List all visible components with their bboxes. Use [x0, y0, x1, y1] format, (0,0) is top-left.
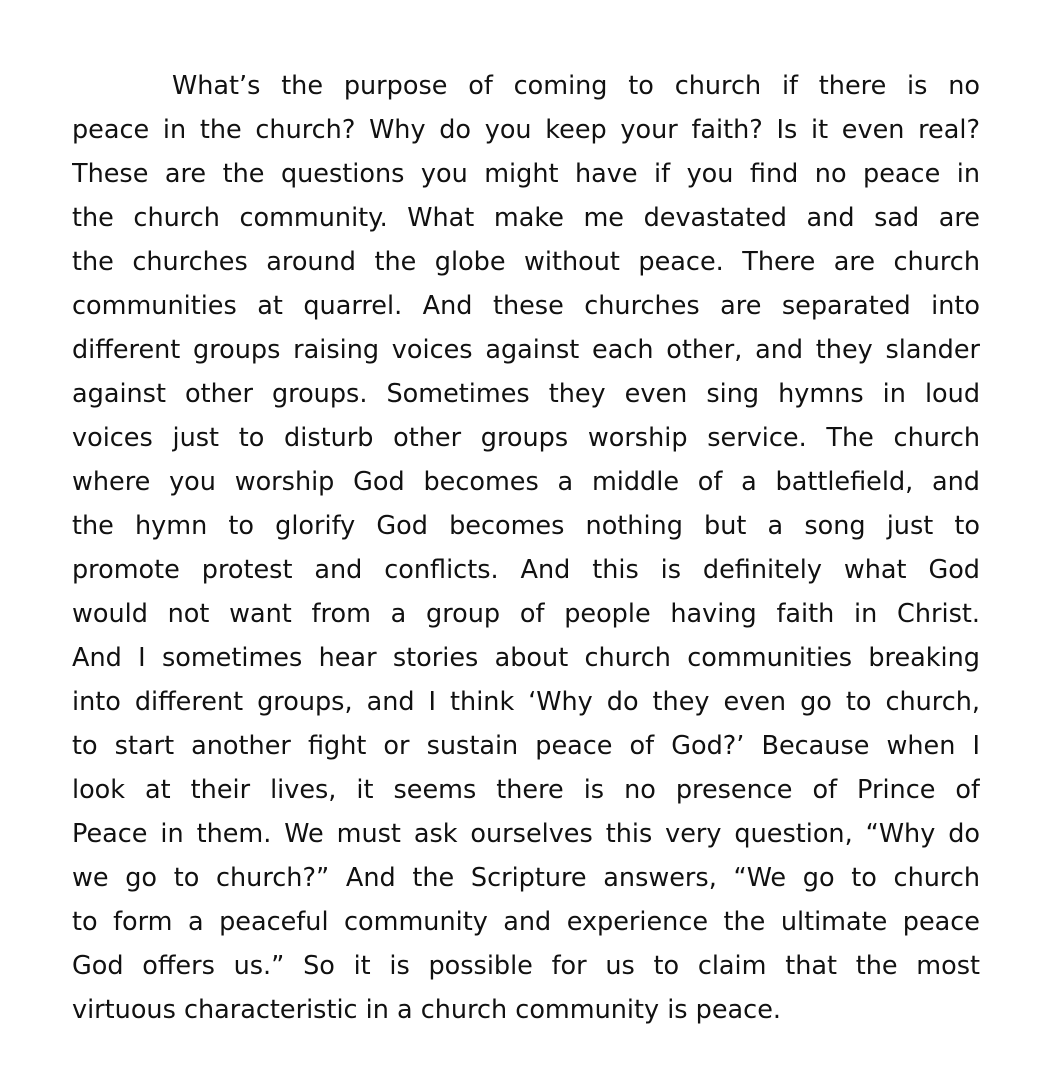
- paragraph-line: different groups raising voices against each other, and they slander: [72, 335, 980, 365]
- paragraph-line: the hymn to glorify God becomes nothing but a song just to: [72, 511, 980, 541]
- paragraph-line: virtuous characteristic in a church community is peace.: [72, 995, 781, 1025]
- paragraph-line: to start another fight or sustain peace of God?’ Because when I: [72, 731, 980, 761]
- paragraph-line: voices just to disturb other groups worship service. The church: [72, 423, 980, 453]
- body-paragraph: [72, 64, 980, 1032]
- paragraph-line: communities at quarrel. And these churches are separated into: [72, 291, 980, 321]
- paragraph-line: And I sometimes hear stories about church communities breaking: [72, 643, 980, 673]
- paragraph-line: where you worship God becomes a middle of a battlefield, and: [72, 467, 980, 497]
- paragraph-line: look at their lives, it seems there is no presence of Prince of: [72, 775, 980, 805]
- paragraph-line: we go to church?” And the Scripture answers, “We go to church: [72, 863, 980, 893]
- paragraph-line: Peace in them. We must ask ourselves this very question, “Why do: [72, 819, 980, 849]
- paragraph-line: promote protest and conflicts. And this is definitely what God: [72, 555, 980, 585]
- paragraph-line: would not want from a group of people having faith in Christ.: [72, 599, 980, 629]
- paragraph-line: peace in the church? Why do you keep your faith? Is it even real?: [72, 115, 980, 145]
- paragraph-line: What’s the purpose of coming to church if there is no: [172, 71, 980, 101]
- paragraph-line: into different groups, and I think ‘Why do they even go to church,: [72, 687, 980, 717]
- paragraph-line: to form a peaceful community and experience the ultimate peace: [72, 907, 980, 937]
- paragraph-line: against other groups. Sometimes they even sing hymns in loud: [72, 379, 980, 409]
- paragraph-line: the church community. What make me devastated and sad are: [72, 203, 980, 233]
- paragraph-line: God offers us.” So it is possible for us to claim that the most: [72, 951, 980, 981]
- paragraph-line: the churches around the globe without peace. There are church: [72, 247, 980, 277]
- paragraph-line: These are the questions you might have if you find no peace in: [72, 159, 980, 189]
